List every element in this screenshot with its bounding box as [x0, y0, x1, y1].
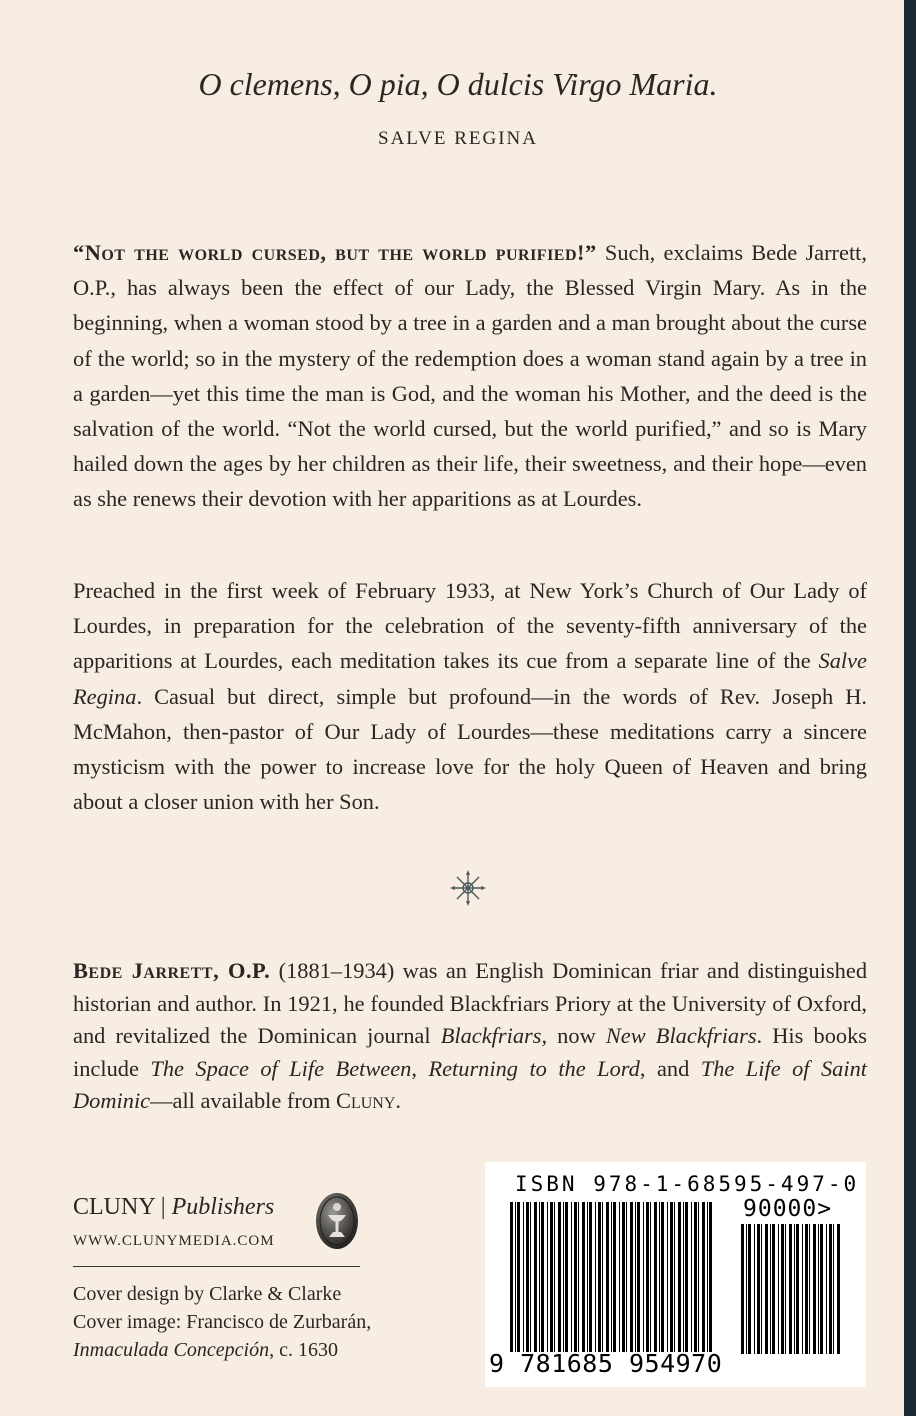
barcode-bar [765, 1224, 768, 1354]
barcode-bar [646, 1202, 649, 1352]
barcode-bar [571, 1202, 572, 1352]
barcode-bar [530, 1202, 531, 1352]
barcode-bar [829, 1224, 832, 1354]
epigraph-source: SALVE REGINA [378, 128, 538, 149]
barcode-bar [685, 1202, 688, 1352]
paragraph-2-after: . Casual but direct, simple but profound—in the words of Rev. Joseph H. McMahon, then-pastor of Our Lady of Lourdes—these meditations carry a sincere mysticism with the power to increase love for the holy Queen of Heaven and bring about a closer union with her Son. [73, 683, 867, 815]
barcode-bar [523, 1202, 524, 1352]
painting-date: , c. 1630 [269, 1339, 338, 1361]
cover-credits [73, 1280, 371, 1364]
bio-text: , now [541, 1023, 606, 1049]
painting-title: Inmaculada Concepción [73, 1339, 270, 1361]
barcode-bar [702, 1202, 705, 1352]
bio-text: . His books include [73, 1023, 867, 1081]
bio-text: , [411, 1055, 429, 1081]
barcode-bar [547, 1202, 548, 1352]
barcode-bar [517, 1202, 520, 1352]
bio-text: —all available from [150, 1088, 337, 1114]
price-code: 90000> [743, 1196, 833, 1222]
barcode-bar [746, 1224, 747, 1354]
spine-edge [904, 0, 916, 1416]
credits-divider [73, 1266, 360, 1267]
barcode-bar [626, 1202, 627, 1352]
compass-rose-ornament-icon [448, 868, 488, 908]
barcode-bar [515, 1202, 516, 1352]
barcode-bar [526, 1202, 529, 1352]
barcode-bar [741, 1224, 744, 1354]
barcode-bar [683, 1202, 684, 1352]
barcode-bar [785, 1224, 786, 1354]
barcode-bar [754, 1224, 755, 1354]
author-name: Bede Jarrett, O.P. [73, 958, 271, 983]
barcode-bar [694, 1202, 697, 1352]
book-title: Returning to the Lord [428, 1055, 640, 1081]
salve-regina-title: Salve Regina [73, 648, 867, 709]
publisher-logo-text [73, 1194, 274, 1221]
bio-text: (1881–1934) was an English Dominican friar and distinguished historian and author. In 1921, he founded Blackfriars Priory at the University of Oxford, and revitalized the Dominican journal [73, 958, 868, 1049]
cover-image-credit: Cover image: Francisco de Zurbarán, [73, 1311, 372, 1333]
barcode-bar [770, 1224, 771, 1354]
barcode-bar [622, 1202, 625, 1352]
barcode-bar [598, 1202, 601, 1352]
barcode-bar [802, 1224, 803, 1354]
barcode-bar [667, 1202, 668, 1352]
paragraph-1-body: Such, exclaims Bede Jarrett, O.P., has always been the effect of our Lady, the Blessed Virgin Mary. As in the beginning, when a woman stood by a tree in a garden and a man brought about the curse of the world; so in the mystery of the redemption does a woman stand again by a tree in a garden—yet this time the man is God, and the woman his Mother, and the deed is the salvation of the world. “Not the world cursed, but the world purified,” and so is Mary hailed down the ages by her children as their life, their sweetness, and their hope—even as she renews their devotion with her apparitions as at Lourdes. [73, 240, 867, 512]
barcode-bar [565, 1202, 568, 1352]
barcode-bar [643, 1202, 644, 1352]
barcode-bar [578, 1202, 579, 1352]
barcode-bar [748, 1224, 751, 1354]
barcode-bar [659, 1202, 660, 1352]
barcode-bar [554, 1202, 555, 1352]
journal-title: Blackfriars [440, 1023, 542, 1049]
journal-title: New Blackfriars [605, 1023, 757, 1049]
barcode-bar [606, 1202, 609, 1352]
barcode-bar [582, 1202, 585, 1352]
author-bio [73, 955, 867, 1118]
publisher-name: CLUNY [73, 1194, 155, 1220]
barcode-bar [778, 1224, 779, 1354]
barcode-bar [674, 1202, 675, 1352]
barcode-bar [796, 1224, 799, 1354]
barcode-bar [630, 1202, 633, 1352]
barcode-bar [818, 1224, 819, 1354]
barcode-bar [833, 1224, 834, 1354]
barcode-bar [805, 1224, 808, 1354]
barcode-bar [837, 1224, 840, 1354]
barcode-bar [809, 1224, 810, 1354]
barcode-bar [589, 1202, 592, 1352]
barcode-bar [772, 1224, 775, 1354]
barcode-bar [619, 1202, 620, 1352]
barcode-bar [574, 1202, 577, 1352]
paragraph-2-before: Preached in the first week of February 1933, at New York’s Church of Our Lady of Lourdes, in preparation for the celebration of the seventy-fifth anniversary of the apparitions at Lourdes, each meditation takes its cue from a separate line of the [73, 578, 867, 674]
barcode-bar [541, 1202, 544, 1352]
barcode-bar [794, 1224, 795, 1354]
publisher-name-inline: Cluny [336, 1088, 396, 1114]
barcode-bar [813, 1224, 816, 1354]
barcode-main-bars [510, 1202, 715, 1352]
barcode-bar [709, 1202, 712, 1352]
cover-image-title-line [73, 1336, 371, 1364]
barcode-digits: 9 781685 954970 [489, 1349, 723, 1378]
barcode-bar [558, 1202, 561, 1352]
barcode-bar [661, 1202, 664, 1352]
barcode-bar [654, 1202, 657, 1352]
isbn-label: ISBN 978-1-68595-497-0 [515, 1172, 860, 1196]
publisher-tagline: Publishers [171, 1194, 275, 1220]
barcode-bar [611, 1202, 612, 1352]
barcode-bar [670, 1202, 673, 1352]
barcode-bar [539, 1202, 540, 1352]
barcode-bar [761, 1224, 762, 1354]
barcode-bar [534, 1202, 537, 1352]
barcode-bar [637, 1202, 640, 1352]
description-paragraph-1 [73, 235, 867, 517]
bio-text: , and [639, 1055, 701, 1081]
barcode-bar [510, 1202, 513, 1352]
barcode-bar [789, 1224, 792, 1354]
epigraph-quote: O clemens, O pia, O dulcis Virgo Maria. [198, 66, 718, 102]
barcode-bar [678, 1202, 681, 1352]
barcode-bar [602, 1202, 603, 1352]
barcode-bar [635, 1202, 636, 1352]
publisher-separator: | [154, 1194, 172, 1220]
barcode-bar [707, 1202, 708, 1352]
chalice-seal-icon [314, 1191, 360, 1251]
barcode-bar [595, 1202, 596, 1352]
barcode-bar [826, 1224, 827, 1354]
barcode-bar [650, 1202, 651, 1352]
barcode-bar [820, 1224, 823, 1354]
barcode-bar [587, 1202, 588, 1352]
barcode-bar [613, 1202, 616, 1352]
barcode-bar [563, 1202, 564, 1352]
barcode-bar [691, 1202, 692, 1352]
barcode-bar [781, 1224, 784, 1354]
isbn-barcode [485, 1162, 866, 1387]
barcode-bar [757, 1224, 760, 1354]
cover-design-credit: Cover design by Clarke & Clarke [73, 1283, 342, 1305]
publisher-website: WWW.CLUNYMEDIA.COM [73, 1233, 275, 1249]
bio-text: . [395, 1088, 402, 1114]
barcode-bar [550, 1202, 553, 1352]
description-paragraph-2 [73, 573, 867, 819]
barcode-addon-bars [741, 1224, 841, 1354]
barcode-bar [698, 1202, 699, 1352]
lead-phrase: “Not the world cursed, but the world purified!” [73, 240, 597, 265]
book-title: The Space of Life Between [150, 1055, 412, 1081]
book-title: The Life of Saint Dominic [73, 1055, 868, 1114]
